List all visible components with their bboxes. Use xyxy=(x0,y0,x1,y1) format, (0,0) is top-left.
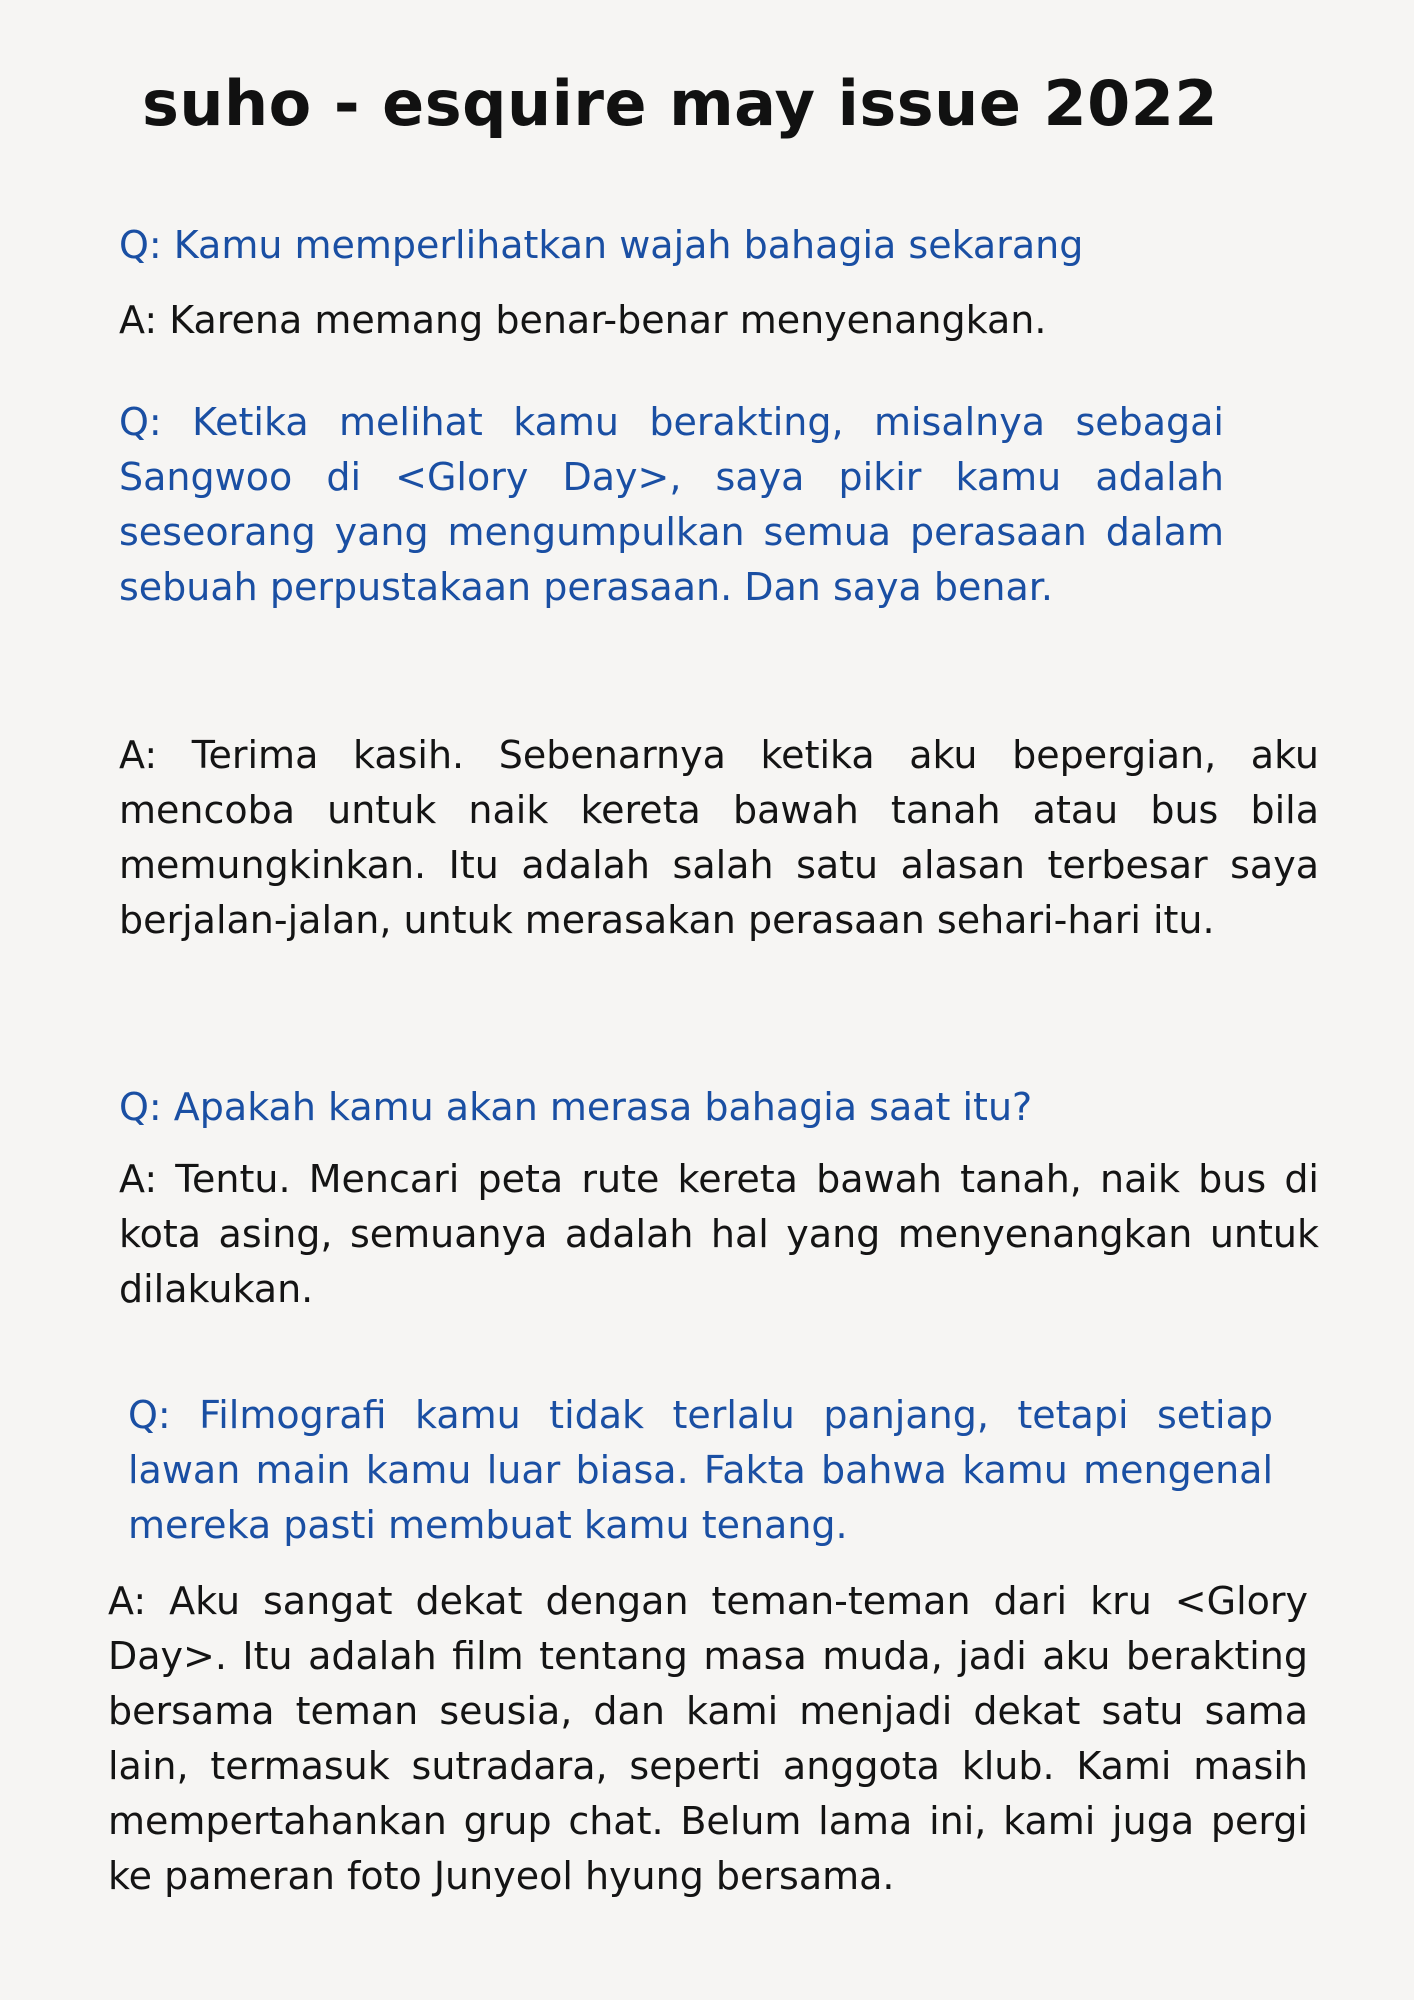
question-3: Q: Apakah kamu akan merasa bahagia saat itu? xyxy=(119,1085,1033,1129)
question-4: Q: Filmografi kamu tidak terlalu panjang, tetapi setiap lawan main kamu luar biasa. Fakta bahwa kamu mengenal mereka pasti membuat kamu tenang. xyxy=(128,1393,1273,1547)
answer-2: A: Terima kasih. Sebenarnya ketika aku bepergian, aku mencoba untuk naik kereta bawah tanah atau bus bila memungkinkan. Itu adalah salah satu alasan terbesar saya berjalan-jalan, untuk merasakan perasaan sehari-hari itu. xyxy=(119,733,1319,942)
answer-4: A: Aku sangat dekat dengan teman-teman dari kru <Glory Day>. Itu adalah film tentang masa muda, jadi aku berakting bersama teman seusia, dan kami menjadi dekat satu sama lain, termasuk sutradara, seperti anggota klub. Kami masih mempertahankan grup chat. Belum lama ini, kami juga pergi ke pameran foto Junyeol hyung bersama. xyxy=(108,1579,1308,1898)
answer-3: A: Tentu. Mencari peta rute kereta bawah tanah, naik bus di kota asing, semuanya adalah hal yang menyenangkan untuk dilakukan. xyxy=(119,1157,1319,1311)
question-2: Q: Ketika melihat kamu berakting, misalnya sebagai Sangwoo di <Glory Day>, saya pikir kamu adalah seseorang yang mengumpulkan semua perasaan dalam sebuah perpustakaan perasaan. Dan saya benar. xyxy=(119,400,1224,609)
page-title: suho - esquire may issue 2022 xyxy=(141,67,1219,140)
answer-1: A: Karena memang benar-benar menyenangkan. xyxy=(119,298,1047,342)
question-1: Q: Kamu memperlihatkan wajah bahagia sekarang xyxy=(119,223,1084,267)
